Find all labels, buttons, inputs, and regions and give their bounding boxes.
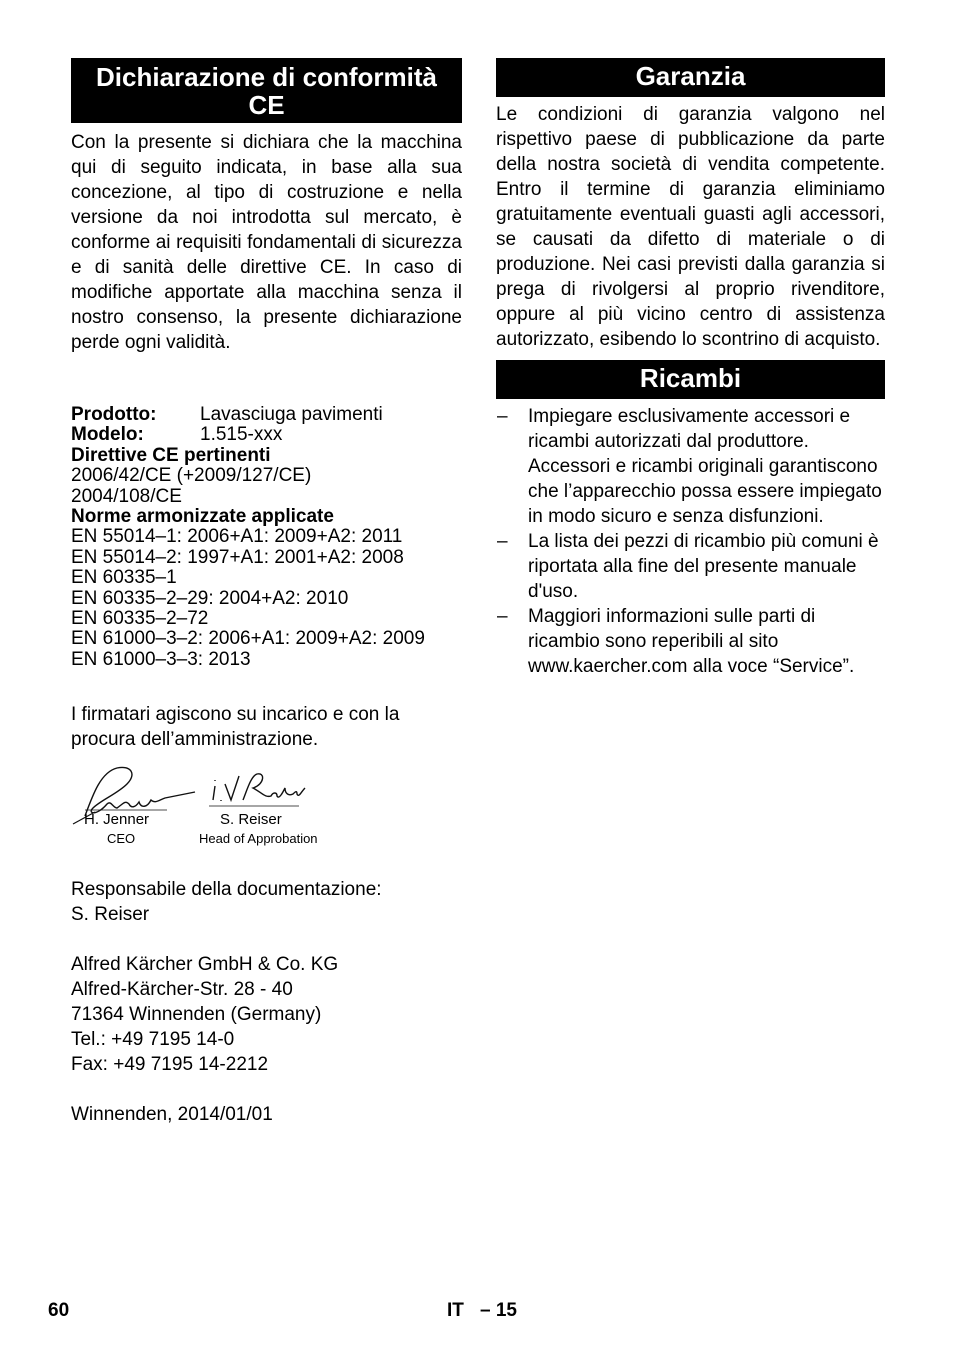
page-number-right: – 15 (480, 1300, 517, 1321)
signature-name-reiser: S. Reiser (220, 811, 282, 829)
signature-name-jenner: H. Jenner (84, 811, 150, 829)
model-label: Modelo: (71, 424, 144, 446)
warranty-text: Le condizioni di garanzia valgono nel rispettivo paese di pubblicazione da parte della nostra società di vendita competente. Entro il termine di garanzia eliminiamo gratuitamente eventuali guasti agli accessori, se causati da difetto di materiale o di produzione. Nei casi previsti dalla garanzia si prega di rivolgersi al proprio rivenditore, oppure al più vicino centro di assistenza autorizzato, esibendo lo scontrino di acquisto. (496, 104, 885, 350)
doc-responsible-label: Responsabile della documentazione: (71, 879, 382, 901)
product-row (71, 405, 462, 425)
address-line: Alfred-Kärcher-Str. 28 - 40 (71, 979, 293, 1001)
signatures (71, 764, 462, 864)
right-column (496, 58, 885, 679)
product-value: Lavasciuga pavimenti (200, 404, 383, 425)
model-row (71, 425, 462, 445)
signatories-text: I firmatari agiscono su incarico e con la procura dell’amministrazione. (71, 704, 400, 751)
conformity-title: Dichiarazione di conformità CE (71, 58, 462, 123)
list-item (496, 529, 885, 604)
dash-bullet: – (497, 606, 508, 627)
norm-item: EN 60335–1 (71, 567, 177, 589)
address-line: 71364 Winnenden (Germany) (71, 1004, 322, 1026)
dash-bullet: – (497, 406, 508, 427)
dash-bullet: – (497, 531, 508, 552)
spares-item-text: La lista dei pezzi di ricambio più comuni è riportata alla fine del presente manuale d'uso. (528, 531, 879, 602)
address-line: Fax: +49 7195 14-2212 (71, 1054, 269, 1076)
product-info (71, 405, 462, 670)
directives-heading: Direttive CE pertinenti (71, 444, 271, 466)
norms-heading: Norme armonizzate applicate (71, 506, 334, 528)
conformity-intro: Con la presente si dichiara che la macchina qui di seguito indicata, in base alla sua concezione, al tipo di costruzione e nella versione da noi introdotta sul mercato, è conforme ai requisiti fondamentali di sicurezza e di sanità delle direttive CE. In caso di modifiche apportate alla macchina senza il nostro consenso, la presente dichiarazione perde ogni validità. (71, 132, 462, 353)
language-code: IT (447, 1300, 464, 1321)
signature-reiser (207, 770, 307, 814)
place-date: Winnenden, 2014/01/01 (71, 1104, 273, 1126)
list-item (496, 404, 885, 529)
directive-item: 2004/108/CE (71, 485, 182, 507)
spares-item-text: Maggiori informazioni sulle parti di ricambio sono reperibili al sito www.kaercher.com alla voce “Service”. (528, 606, 855, 677)
address-line: Tel.: +49 7195 14-0 (71, 1029, 235, 1051)
norm-item: EN 61000–3–3: 2013 (71, 648, 251, 670)
signature-role-jenner: CEO (107, 831, 136, 847)
model-value: 1.515-xxx (200, 424, 283, 446)
page-number-left: 60 (48, 1300, 70, 1321)
norm-item: EN 60335–2–72 (71, 608, 209, 630)
spares-item-text: Impiegare esclusivamente accessori e ricambi autorizzati dal produttore. Accessori e ricambi originali garantiscono che l’apparecchio possa essere impiegato in modo sicuro e senza disfunzioni. (528, 406, 882, 527)
norm-item: EN 60335–2–29: 2004+A2: 2010 (71, 587, 349, 609)
doc-responsible-name: S. Reiser (71, 904, 150, 926)
spares-list (496, 404, 885, 679)
norm-item: EN 61000–3–2: 2006+A1: 2009+A2: 2009 (71, 628, 425, 650)
spares-title: Ricambi (496, 360, 885, 399)
warranty-title: Garanzia (496, 58, 885, 97)
address-line: Alfred Kärcher GmbH & Co. KG (71, 954, 339, 976)
list-item (496, 604, 885, 679)
norm-item: EN 55014–2: 1997+A1: 2001+A2: 2008 (71, 546, 404, 568)
conformity-section (71, 58, 462, 1127)
signature-role-reiser: Head of Approbation (199, 831, 318, 847)
directive-item: 2006/42/CE (+2009/127/CE) (71, 465, 312, 487)
company-address (71, 952, 462, 1077)
norm-item: EN 55014–1: 2006+A1: 2009+A2: 2011 (71, 526, 403, 548)
product-label: Prodotto: (71, 404, 157, 425)
